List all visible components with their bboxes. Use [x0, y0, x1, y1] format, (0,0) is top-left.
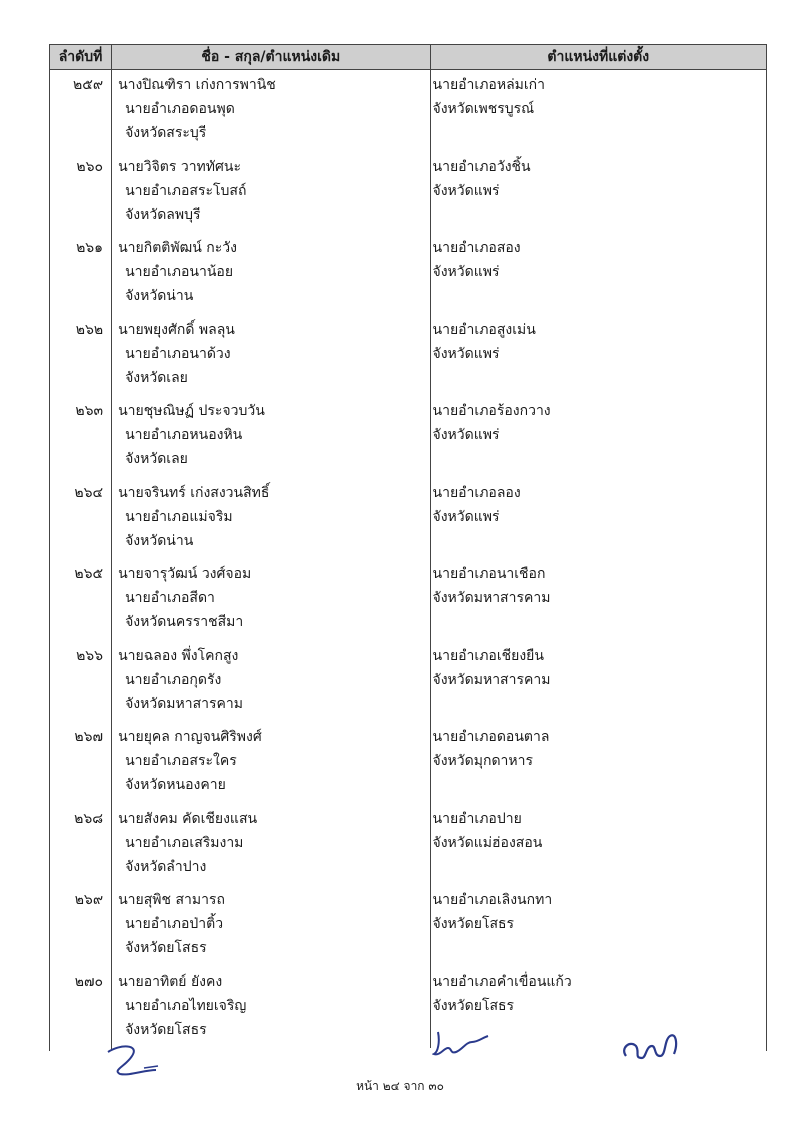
old-position: นายอำเภอดอนพุด — [125, 101, 235, 117]
new-position-cell — [430, 885, 766, 967]
new-province: จังหวัดแพร่ — [432, 345, 500, 362]
row-number: ๒๕๙ — [73, 77, 104, 93]
new-position-cell — [430, 70, 766, 152]
old-province: จังหวัดเลย — [125, 451, 188, 467]
appointment-table — [49, 44, 767, 1048]
new-province: จังหวัดมหาสารคาม — [432, 671, 551, 688]
old-province: จังหวัดน่าน — [125, 288, 194, 304]
signature-middle — [432, 1028, 492, 1062]
new-position: นายอำเภอสูงเม่น — [432, 321, 536, 338]
old-province: จังหวัดเลย — [125, 369, 188, 386]
name-cell — [112, 70, 430, 152]
row-number: ๒๖๖ — [76, 647, 104, 664]
old-position: นายอำเภอแม่จริม — [125, 508, 233, 525]
new-province: จังหวัดแพร่ — [432, 427, 500, 443]
table-row — [50, 152, 767, 234]
row-number-cell — [50, 396, 112, 478]
new-position-cell — [430, 233, 766, 315]
table-row — [50, 70, 767, 152]
old-position: นายอำเภอเสริมงาม — [125, 834, 244, 851]
signature-right — [616, 1028, 686, 1064]
new-position-cell — [430, 315, 766, 397]
old-province: จังหวัดมหาสารคาม — [125, 695, 243, 712]
name-cell — [112, 722, 430, 804]
person-name: นายจารุวัฒน์ วงศ์จอม — [118, 566, 252, 582]
old-position: นายอำเภอสระใคร — [125, 753, 237, 769]
row-number: ๒๖๓ — [75, 403, 104, 419]
new-province: จังหวัดแพร่ — [432, 182, 500, 199]
old-province: จังหวัดลพบุรี — [125, 206, 201, 223]
table-row — [50, 559, 767, 641]
table-row — [50, 396, 767, 478]
row-number-cell — [50, 559, 112, 641]
old-position: นายอำเภอไทยเจริญ — [125, 997, 247, 1014]
person-name: นางปิณฑิรา เก่งการพานิช — [118, 77, 276, 93]
new-position: นายอำเภอหล่มเก่า — [432, 77, 546, 93]
new-position: นายอำเภอดอนตาล — [432, 729, 550, 745]
person-name: นายสุพิช สามารถ — [118, 892, 225, 908]
old-province: จังหวัดหนองคาย — [125, 777, 226, 793]
name-cell — [112, 804, 430, 886]
row-number-cell — [50, 478, 112, 560]
row-number-cell — [50, 70, 112, 152]
header-name: ชื่อ - สกุล/ตำแหน่งเดิม — [112, 45, 430, 70]
new-position-cell — [430, 396, 766, 478]
header-no: ลำดับที่ — [50, 45, 112, 70]
new-province: จังหวัดแพร่ — [432, 508, 500, 525]
name-cell — [112, 396, 430, 478]
new-province: จังหวัดแม่ฮ่องสอน — [432, 834, 543, 851]
new-position: นายอำเภอเชียงยืน — [432, 647, 544, 664]
name-cell — [112, 885, 430, 967]
row-number: ๒๖๐ — [76, 158, 104, 175]
new-province: จังหวัดเพชรบูรณ์ — [432, 101, 535, 117]
old-province: จังหวัดนครราชสีมา — [125, 614, 244, 630]
table-row — [50, 722, 767, 804]
old-position: นายอำเภอสระโบสถ์ — [125, 182, 247, 199]
table-row — [50, 233, 767, 315]
person-name: นายวิจิตร วาททัศนะ — [118, 158, 241, 175]
row-number: ๒๗๐ — [74, 973, 104, 990]
old-position: นายอำเภอกุดรัง — [125, 671, 222, 688]
table-header-row — [50, 45, 767, 70]
row-number-cell — [50, 967, 112, 1049]
new-position: นายอำเภอลอง — [432, 484, 521, 501]
person-name: นายกิตติพัฒน์ กะวัง — [118, 240, 237, 256]
new-position: นายอำเภอร้องกวาง — [432, 403, 551, 419]
new-position-cell — [430, 559, 766, 641]
page-number: หน้า ๒๔ จาก ๓๐ — [356, 1079, 444, 1093]
new-position-cell — [430, 152, 766, 234]
name-cell — [112, 315, 430, 397]
row-number-cell — [50, 885, 112, 967]
new-position-cell — [430, 804, 766, 886]
new-province: จังหวัดมหาสารคาม — [432, 590, 551, 606]
row-number: ๒๖๘ — [74, 810, 104, 827]
old-position: นายอำเภอป่าติ้ว — [125, 916, 224, 932]
header-new-position: ตำแหน่งที่แต่งตั้ง — [430, 45, 766, 70]
person-name: นายจรินทร์ เก่งสงวนสิทธิ์ — [118, 484, 270, 501]
old-position: นายอำเภอสีดา — [125, 590, 215, 606]
name-cell — [112, 559, 430, 641]
old-position: นายอำเภอนาด้วง — [125, 345, 231, 362]
name-cell — [112, 152, 430, 234]
row-number: ๒๖๑ — [76, 240, 104, 256]
old-province: จังหวัดยโสธร — [125, 1021, 207, 1038]
person-name: นายพยุงศักดิ์ พลลุน — [118, 321, 235, 338]
table-row — [50, 478, 767, 560]
new-position: นายอำเภอสอง — [432, 240, 521, 256]
new-position: นายอำเภอนาเชือก — [432, 566, 546, 582]
row-number-cell — [50, 152, 112, 234]
old-position: นายอำเภอหนองหิน — [125, 427, 243, 443]
new-position-cell — [430, 641, 766, 723]
name-cell — [112, 967, 430, 1049]
table-row — [50, 641, 767, 723]
new-position: นายอำเภอเลิงนกทา — [432, 892, 553, 908]
person-name: นายฉลอง พึ่งโคกสูง — [118, 647, 239, 664]
old-province: จังหวัดสระบุรี — [125, 125, 207, 141]
row-number-cell — [50, 722, 112, 804]
old-province: จังหวัดยโสธร — [125, 940, 207, 956]
row-number: ๒๖๒ — [75, 321, 104, 338]
row-number: ๒๖๙ — [74, 892, 104, 908]
person-name: นายยุคล กาญจนศิริพงศ์ — [118, 729, 262, 745]
new-province: จังหวัดยโสธร — [432, 997, 515, 1014]
row-number: ๒๖๕ — [74, 566, 104, 582]
row-number: ๒๖๗ — [74, 729, 104, 745]
new-position-cell — [430, 478, 766, 560]
table-row — [50, 804, 767, 886]
person-name: นายชุษณิษฏ์ ประจวบวัน — [118, 403, 265, 419]
table-body — [50, 70, 767, 1049]
old-province: จังหวัดน่าน — [125, 532, 194, 549]
person-name: นายอาทิตย์ ยังคง — [118, 973, 223, 990]
new-province: จังหวัดแพร่ — [432, 264, 500, 280]
new-position-cell — [430, 722, 766, 804]
row-number-cell — [50, 233, 112, 315]
row-number-cell — [50, 315, 112, 397]
row-number-cell — [50, 641, 112, 723]
table-row — [50, 315, 767, 397]
name-cell — [112, 641, 430, 723]
new-province: จังหวัดยโสธร — [432, 916, 515, 932]
old-position: นายอำเภอนาน้อย — [125, 264, 234, 280]
new-position: นายอำเภอวังชิ้น — [432, 158, 531, 175]
name-cell — [112, 478, 430, 560]
person-name: นายสังคม คัดเชียงแสน — [118, 810, 258, 827]
new-position: นายอำเภอปาย — [432, 810, 522, 827]
row-number-cell — [50, 804, 112, 886]
old-province: จังหวัดลำปาง — [125, 858, 207, 875]
row-number: ๒๖๔ — [74, 484, 104, 501]
new-province: จังหวัดมุกดาหาร — [432, 753, 534, 769]
new-position: นายอำเภอคำเขื่อนแก้ว — [432, 973, 572, 990]
table-row — [50, 885, 767, 967]
name-cell — [112, 233, 430, 315]
signature-left — [100, 1040, 170, 1080]
